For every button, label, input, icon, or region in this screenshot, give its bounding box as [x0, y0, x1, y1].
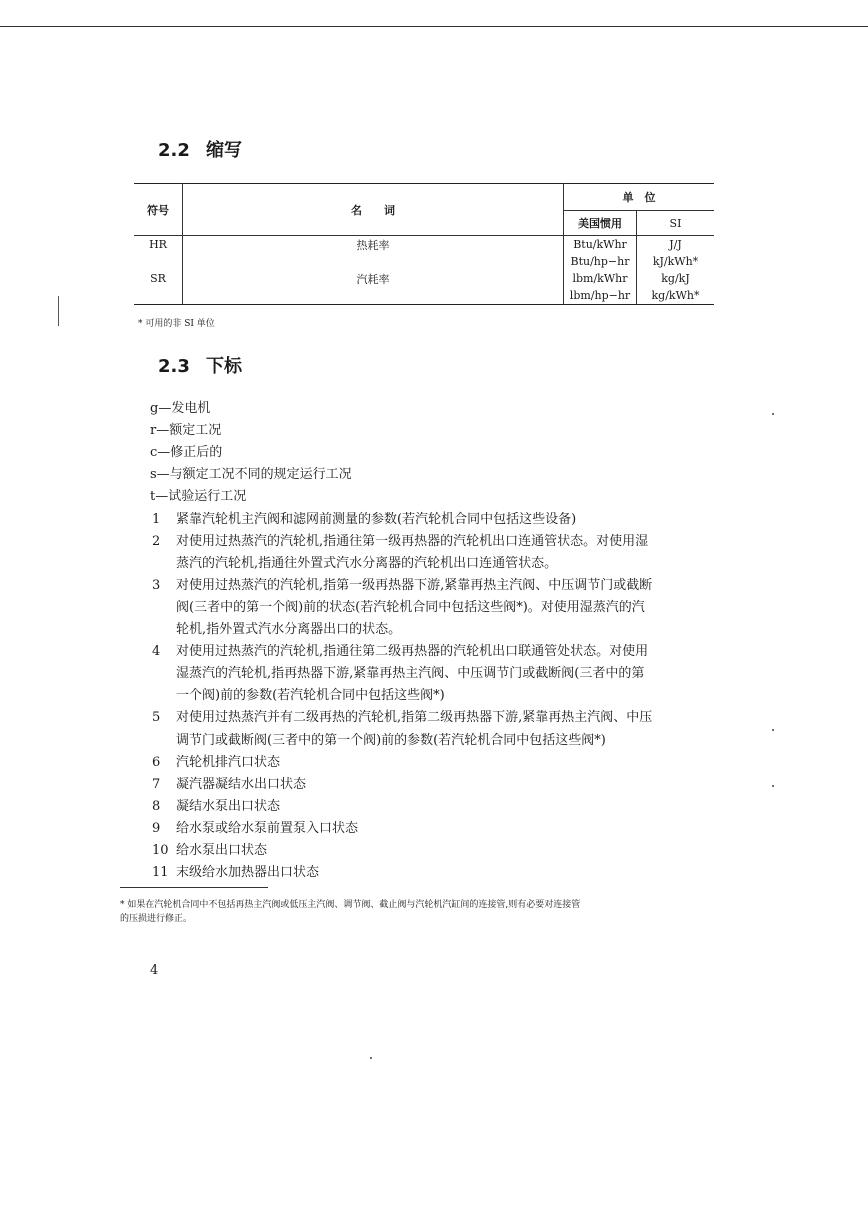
- numbered-line: [152, 707, 652, 729]
- numbered-line: [152, 531, 648, 553]
- cell-si-unit: J/J: [669, 238, 682, 251]
- numbered-line: [152, 553, 557, 575]
- line-text: 汽轮机排汽口状态: [176, 754, 281, 770]
- numbered-line: [152, 641, 648, 663]
- scan-speck: [772, 413, 774, 415]
- subscript-item: [150, 464, 352, 486]
- subscript-text: —试验运行工况: [155, 489, 247, 505]
- line-text: 调节门或截断阀(三者中的第一个阀)前的参数(若汽轮机合同中包括这些阀*): [176, 732, 606, 748]
- scan-border-line: [0, 26, 868, 27]
- line-number: 9: [152, 820, 161, 836]
- line-text: 阀(三者中的第一个阀)前的状态(若汽轮机合同中包括这些阀*)。对使用湿蒸汽的汽: [176, 599, 645, 615]
- numbered-line: [152, 575, 652, 597]
- line-text: 紧靠汽轮机主汽阀和滤网前测量的参数(若汽轮机合同中包括这些设备): [176, 511, 577, 527]
- subscript-key: t: [150, 489, 156, 505]
- line-text: 给水泵出口状态: [176, 843, 268, 858]
- table-row: [134, 253, 714, 270]
- header-us-customary: 美国惯用: [564, 211, 637, 236]
- cell-symbol: [134, 253, 183, 270]
- line-text: 凝汽器凝结水出口状态: [176, 776, 307, 792]
- numbered-line: [152, 509, 576, 531]
- table-footnote: * 可用的非 SI 单位: [138, 319, 215, 329]
- subscript-item: [150, 420, 221, 442]
- subscript-item: [150, 442, 222, 464]
- numbered-line: [152, 774, 306, 796]
- footnote-rule: [120, 887, 268, 888]
- header-si: SI: [637, 211, 715, 236]
- section-heading-subscripts: [158, 352, 242, 378]
- scan-speck: [772, 785, 774, 787]
- line-number: 5: [152, 710, 161, 726]
- section-number: 2.3: [158, 356, 190, 377]
- numbered-line: [152, 752, 280, 774]
- line-number: 2: [152, 533, 161, 549]
- line-number: 10: [152, 843, 169, 858]
- subscript-key: s: [150, 467, 157, 483]
- line-text: 对使用过热蒸汽的汽轮机,指第一级再热器下游,紧靠再热主汽阀、中压调节门或截断: [176, 577, 653, 593]
- numbered-line: [152, 862, 319, 884]
- section-title: 缩写: [206, 140, 242, 161]
- cell-us-unit: Btu/hp−hr: [564, 253, 637, 270]
- subscript-text: —额定工况: [156, 423, 222, 439]
- scan-speck: [772, 729, 774, 731]
- abbreviation-table: [134, 183, 714, 305]
- table-row: [134, 287, 714, 305]
- line-text: 凝结水泵出口状态: [176, 798, 281, 814]
- subscript-text: —修正后的: [157, 445, 223, 461]
- line-number: 11: [152, 865, 169, 881]
- numbered-line: [152, 840, 267, 862]
- line-text: 一个阀)前的参数(若汽轮机合同中包括这些阀*): [176, 688, 445, 704]
- line-text: 末级给水加热器出口状态: [176, 865, 320, 881]
- table-header-row: [134, 184, 714, 211]
- line-text: 对使用过热蒸汽并有二级再热的汽轮机,指第二级再热器下游,紧靠再热主汽阀、中压: [176, 710, 653, 726]
- footnote-line: 的压损进行修正。: [120, 914, 193, 924]
- cell-name: [183, 287, 564, 305]
- numbered-line: [152, 730, 606, 752]
- subscript-text: —发电机: [158, 401, 211, 416]
- line-number: 4: [152, 644, 161, 660]
- line-text: 轮机,指外置式汽水分离器出口的状态。: [176, 622, 402, 637]
- footnote-line: * 如果在汽轮机合同中不包括再热主汽阀或低压主汽阀、调节阀、截止阀与汽轮机汽缸间的连接管,则有必要对连接管: [120, 900, 581, 910]
- line-text: 对使用过热蒸汽的汽轮机,指通往第一级再热器的汽轮机出口连通管状态。对使用湿: [176, 533, 649, 549]
- line-text: 湿蒸汽的汽轮机,指再热器下游,紧靠再热主汽阀、中压调节门或截断阀(三者中的第: [176, 666, 645, 682]
- cell-symbol: [134, 287, 183, 305]
- line-text: 蒸汽的汽轮机,指通往外置式汽水分离器的汽轮机出口连通管状态。: [176, 555, 558, 571]
- page-footnote: [120, 898, 720, 926]
- subscript-key: g: [150, 401, 159, 416]
- subscript-text: —与额定工况不同的规定运行工况: [156, 467, 352, 483]
- line-number: 7: [152, 776, 161, 792]
- subscript-item: [150, 486, 246, 508]
- header-symbol: 符号: [134, 184, 183, 236]
- page-number: 4: [150, 963, 159, 978]
- section-heading-abbreviations: [158, 136, 242, 162]
- numbered-line: [152, 663, 644, 685]
- cell-us-unit: lbm/hp−hr: [564, 287, 637, 305]
- cell-us-unit: Btu/kWhr: [564, 236, 637, 254]
- subscript-key: r: [150, 423, 157, 439]
- cell-name: 热耗率: [183, 236, 564, 254]
- scan-margin-mark: [58, 296, 59, 326]
- line-number: 8: [152, 798, 161, 814]
- header-name: 名 词: [183, 184, 564, 236]
- line-text: 对使用过热蒸汽的汽轮机,指通往第二级再热器的汽轮机出口联通管处状态。对使用: [176, 644, 649, 660]
- numbered-line: [152, 818, 358, 840]
- section-title: 下标: [206, 356, 242, 377]
- line-number: 6: [152, 754, 161, 770]
- scan-speck: [370, 1057, 372, 1059]
- line-text: 给水泵或给水泵前置泵入口状态: [176, 820, 359, 836]
- cell-si-unit: kJ/kWh*: [652, 255, 699, 268]
- table-row: [134, 236, 714, 254]
- cell-us-unit: lbm/kWhr: [564, 270, 637, 287]
- cell-symbol: HR: [134, 236, 183, 254]
- cell-si-unit: kg/kWh*: [637, 287, 715, 305]
- section-number: 2.2: [158, 140, 190, 161]
- cell-name: [183, 253, 564, 270]
- subscript-key: c: [150, 445, 158, 461]
- subscript-item: [150, 398, 210, 420]
- line-number: 3: [152, 577, 161, 593]
- table-row: [134, 270, 714, 287]
- cell-si-unit: kg/kJ: [661, 272, 690, 285]
- line-number: 1: [152, 511, 161, 527]
- numbered-line: [152, 685, 445, 707]
- numbered-line: [152, 619, 401, 641]
- cell-symbol: SR: [134, 270, 183, 287]
- numbered-line: [152, 796, 280, 818]
- numbered-line: [152, 597, 645, 619]
- header-unit-group: 单 位: [564, 184, 715, 211]
- cell-name: 汽耗率: [183, 270, 564, 287]
